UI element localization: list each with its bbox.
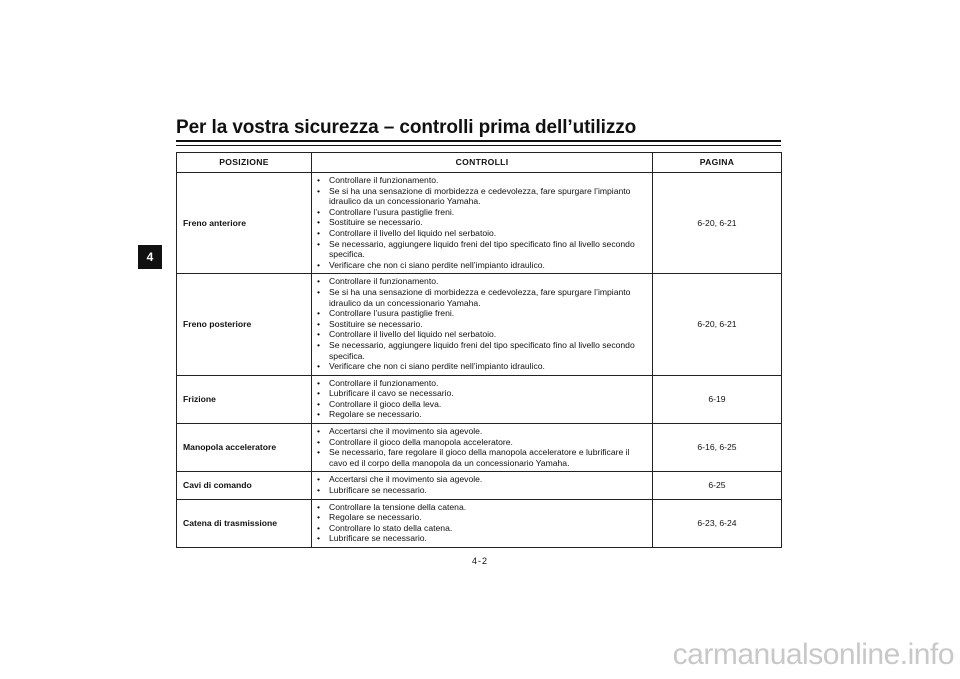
row-position: Catena di trasmissione (177, 499, 312, 547)
control-item: • Regolare se necessario. (317, 409, 648, 420)
table-row (177, 472, 782, 499)
control-item: • Controllare il gioco della manopola acceleratore. (317, 437, 648, 448)
control-item: • Controllare la tensione della catena. (317, 502, 648, 513)
page-title: Per la vostra sicurezza – controlli prima dell’utilizzo (176, 117, 637, 138)
control-item: • Controllare l’usura pastiglie freni. (317, 308, 648, 319)
row-page-ref: 6-20, 6-21 (653, 173, 782, 274)
row-position: Freno anteriore (177, 173, 312, 274)
table-row (177, 274, 782, 375)
control-item: • Controllare il livello del liquido nel serbatoio. (317, 329, 648, 340)
control-item: • Controllare l’usura pastiglie freni. (317, 207, 648, 218)
control-item: • Verificare che non ci siano perdite nell’impianto idraulico. (317, 260, 648, 271)
row-controls (312, 173, 653, 274)
control-item: • Sostituire se necessario. (317, 217, 648, 228)
row-page-ref: 6-19 (653, 375, 782, 423)
row-controls (312, 424, 653, 472)
pre-operation-check-table (176, 152, 782, 548)
header-page: PAGINA (653, 153, 782, 173)
row-page-ref: 6-23, 6-24 (653, 499, 782, 547)
row-position: Freno posteriore (177, 274, 312, 375)
row-controls (312, 499, 653, 547)
control-item: • Regolare se necessario. (317, 512, 648, 523)
control-item: • Se necessario, aggiungere liquido freni del tipo specificato fino al livello secondo specifica. (317, 340, 648, 361)
control-item: • Controllare il livello del liquido nel serbatoio. (317, 228, 648, 239)
row-position: Manopola acceleratore (177, 424, 312, 472)
control-item: • Se necessario, fare regolare il gioco della manopola acceleratore e lubrificare il cavo ed il corpo della manopola da un concessionario Yamaha. (317, 447, 648, 468)
control-item: • Lubrificare se necessario. (317, 485, 648, 496)
header-position: POSIZIONE (177, 153, 312, 173)
table-header-row (177, 153, 782, 173)
row-page-ref: 6-16, 6-25 (653, 424, 782, 472)
row-page-ref: 6-20, 6-21 (653, 274, 782, 375)
control-item: • Controllare il funzionamento. (317, 378, 648, 389)
control-item: • Controllare il gioco della leva. (317, 399, 648, 410)
control-item: • Controllare il funzionamento. (317, 175, 648, 186)
header-controls: CONTROLLI (312, 153, 653, 173)
control-item: • Lubrificare il cavo se necessario. (317, 388, 648, 399)
control-item: • Lubrificare se necessario. (317, 533, 648, 544)
row-page-ref: 6-25 (653, 472, 782, 499)
row-controls (312, 472, 653, 499)
control-item: • Se necessario, aggiungere liquido freni del tipo specificato fino al livello secondo specifica. (317, 239, 648, 260)
control-item: • Controllare il funzionamento. (317, 276, 648, 287)
control-item: • Controllare lo stato della catena. (317, 523, 648, 534)
table-row (177, 173, 782, 274)
table-row (177, 499, 782, 547)
chapter-tab: 4 (138, 245, 162, 269)
watermark: carmanualsonline.info (672, 638, 954, 671)
title-rule-thick (176, 140, 781, 142)
control-item: • Accertarsi che il movimento sia agevole. (317, 426, 648, 437)
control-item: • Verificare che non ci siano perdite nell’impianto idraulico. (317, 361, 648, 372)
row-position: Cavi di comando (177, 472, 312, 499)
row-controls (312, 274, 653, 375)
row-position: Frizione (177, 375, 312, 423)
control-item: • Se si ha una sensazione di morbidezza e cedevolezza, fare spurgare l’impianto idraulico da un concessionario Yamaha. (317, 287, 648, 308)
title-rule-thin (176, 145, 781, 146)
table-row (177, 375, 782, 423)
table-row (177, 424, 782, 472)
table-body (177, 173, 782, 548)
control-item: • Se si ha una sensazione di morbidezza e cedevolezza, fare spurgare l’impianto idraulico da un concessionario Yamaha. (317, 186, 648, 207)
control-item: • Sostituire se necessario. (317, 319, 648, 330)
control-item: • Accertarsi che il movimento sia agevole. (317, 474, 648, 485)
row-controls (312, 375, 653, 423)
page-number: 4-2 (471, 556, 488, 566)
